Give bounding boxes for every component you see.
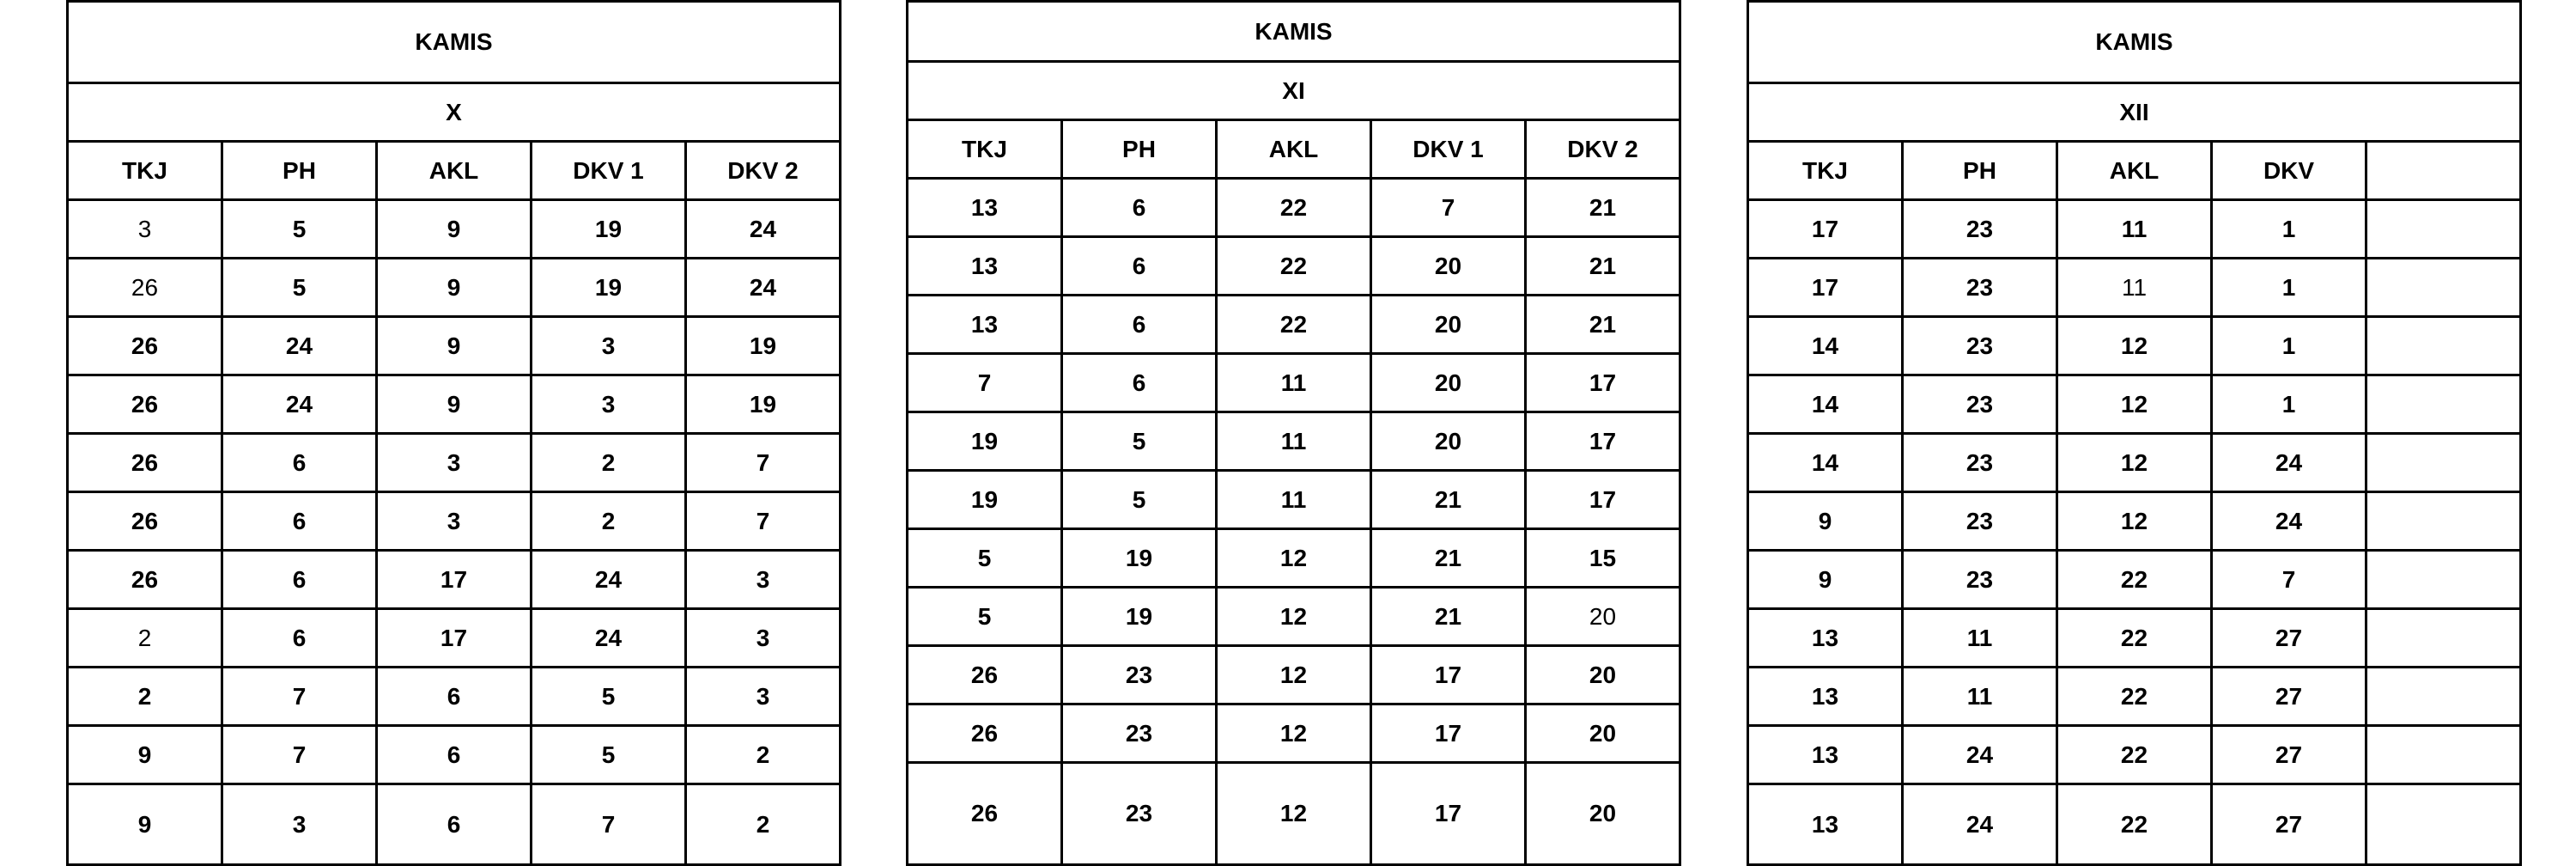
table-row [1748,259,2521,317]
table-cell: 20 [1371,237,1526,296]
table-cell: 22 [1217,237,1371,296]
table-cell: 21 [1526,237,1680,296]
table-cell: 11 [1903,609,2057,668]
table-row [908,471,1680,529]
table-cell: 20 [1526,763,1680,865]
column-header: DKV 2 [1526,120,1680,179]
table-cell: 23 [1903,317,2057,375]
table-cell: 26 [908,646,1062,704]
table-cell: 11 [1217,412,1371,471]
table-cell: 13 [1748,609,1903,668]
table-cell: 27 [2212,784,2366,865]
table-cell: 6 [1062,237,1217,296]
table-cell: 9 [68,784,222,865]
table-cell: 24 [2212,492,2366,551]
column-header: AKL [377,142,532,200]
table-cell: 26 [68,317,222,375]
grade-label: XII [1748,83,2521,142]
table-row [1748,609,2521,668]
table-cell [2366,259,2521,317]
table-row [908,763,1680,865]
table-cell: 23 [1903,551,2057,609]
table-cell: 23 [1903,375,2057,434]
table-cell: 21 [1371,588,1526,646]
table-cell: 5 [908,529,1062,588]
table-cell: 23 [1062,704,1217,763]
table-cell: 24 [222,375,377,434]
table-row [1748,375,2521,434]
schedule-table-xi [906,0,1681,866]
table-cell: 6 [377,668,532,726]
table-cell: 19 [908,471,1062,529]
column-header: PH [1062,120,1217,179]
table-cell: 2 [68,609,222,668]
table-cell: 9 [377,375,532,434]
table-cell: 3 [68,200,222,259]
table-cell: 20 [1526,588,1680,646]
table-cell: 17 [377,609,532,668]
table-row [1748,434,2521,492]
table-cell: 23 [1903,434,2057,492]
table-cell: 17 [1526,354,1680,412]
table-title: KAMIS [908,2,1680,62]
table-row [908,646,1680,704]
table-cell: 2 [532,492,686,551]
table-cell: 1 [2212,259,2366,317]
table-cell: 9 [377,259,532,317]
table-cell: 1 [2212,375,2366,434]
column-header: AKL [1217,120,1371,179]
table-cell: 24 [686,200,841,259]
table-row [68,784,841,865]
table-cell: 11 [2057,200,2212,259]
table-cell: 13 [1748,726,1903,784]
table-cell: 2 [532,434,686,492]
table-cell: 23 [1903,200,2057,259]
table-cell: 20 [1371,296,1526,354]
table-cell: 2 [68,668,222,726]
table-cell: 24 [686,259,841,317]
table-cell: 11 [1903,668,2057,726]
table-cell: 24 [2212,434,2366,492]
table-row [68,668,841,726]
table-cell [2366,317,2521,375]
table-cell: 20 [1371,354,1526,412]
table-cell: 26 [68,492,222,551]
table-cell: 22 [1217,296,1371,354]
table-cell: 9 [1748,551,1903,609]
table-cell: 17 [1748,259,1903,317]
table-row [1748,317,2521,375]
table-cell: 12 [1217,646,1371,704]
table-cell: 12 [2057,434,2212,492]
table-cell: 21 [1371,471,1526,529]
table-cell: 9 [377,317,532,375]
column-header: DKV 2 [686,142,841,200]
table-cell: 19 [1062,529,1217,588]
table-cell: 12 [2057,317,2212,375]
table-cell: 7 [532,784,686,865]
table-cell: 7 [686,492,841,551]
table-cell: 1 [2212,317,2366,375]
table-cell: 13 [908,179,1062,237]
table-cell: 5 [222,200,377,259]
grade-label: XI [908,62,1680,120]
table-row [908,588,1680,646]
column-header: DKV 1 [532,142,686,200]
table-cell: 3 [532,375,686,434]
table-cell: 14 [1748,434,1903,492]
table-cell: 7 [222,726,377,784]
table-cell: 26 [908,704,1062,763]
table-cell: 27 [2212,726,2366,784]
table-cell: 2 [686,784,841,865]
table-cell: 22 [1217,179,1371,237]
table-cell: 24 [532,609,686,668]
table-cell: 26 [68,375,222,434]
table-cell: 14 [1748,375,1903,434]
grade-label: X [68,83,841,142]
table-cell: 17 [1526,412,1680,471]
table-cell: 3 [686,551,841,609]
table-cell: 26 [68,434,222,492]
table-row [908,354,1680,412]
table-row [1748,784,2521,865]
table-cell: 21 [1371,529,1526,588]
table-cell: 2 [686,726,841,784]
schedule-table-xii [1747,0,2522,866]
table-cell: 20 [1371,412,1526,471]
table-cell: 12 [1217,704,1371,763]
table-cell: 6 [377,784,532,865]
column-header: TKJ [1748,142,1903,200]
table-cell: 5 [532,726,686,784]
table-cell: 7 [908,354,1062,412]
table-cell: 26 [68,551,222,609]
table-cell: 6 [222,434,377,492]
table-cell: 3 [686,668,841,726]
table-cell: 22 [2057,726,2212,784]
table-cell: 23 [1903,492,2057,551]
table-cell [2366,668,2521,726]
table-cell: 19 [908,412,1062,471]
table-cell: 12 [1217,588,1371,646]
table-cell [2366,375,2521,434]
table-cell: 19 [532,200,686,259]
table-cell: 22 [2057,609,2212,668]
column-header: PH [1903,142,2057,200]
table-cell: 6 [222,551,377,609]
table-row [1748,200,2521,259]
table-cell: 20 [1526,704,1680,763]
table-cell [2366,726,2521,784]
table-cell: 23 [1903,259,2057,317]
table-row [908,412,1680,471]
column-header: DKV [2212,142,2366,200]
table-row [908,704,1680,763]
table-row [908,529,1680,588]
column-header: AKL [2057,142,2212,200]
table-cell: 9 [68,726,222,784]
table-cell: 3 [377,492,532,551]
table-cell: 5 [532,668,686,726]
table-cell: 5 [1062,471,1217,529]
table-cell: 13 [1748,784,1903,865]
table-cell: 14 [1748,317,1903,375]
column-header: TKJ [908,120,1062,179]
table-cell [2366,609,2521,668]
table-row [68,492,841,551]
table-cell: 6 [1062,296,1217,354]
table-cell: 6 [377,726,532,784]
table-cell: 21 [1526,296,1680,354]
table-row [1748,492,2521,551]
table-cell: 19 [686,375,841,434]
table-cell: 24 [222,317,377,375]
table-row [68,200,841,259]
table-cell: 17 [1371,646,1526,704]
table-cell: 12 [1217,763,1371,865]
table-cell: 19 [532,259,686,317]
table-cell: 3 [686,609,841,668]
table-row [908,179,1680,237]
table-cell: 7 [1371,179,1526,237]
table-cell: 13 [908,237,1062,296]
table-title: KAMIS [68,2,841,83]
table-cell: 12 [1217,529,1371,588]
table-cell: 7 [222,668,377,726]
table-cell: 13 [908,296,1062,354]
table-cell: 9 [377,200,532,259]
table-cell: 6 [1062,179,1217,237]
table-row [68,609,841,668]
table-row [68,434,841,492]
table-cell: 9 [1748,492,1903,551]
table-row [68,259,841,317]
table-cell: 7 [2212,551,2366,609]
table-cell: 20 [1526,646,1680,704]
column-header [2366,142,2521,200]
table-cell: 27 [2212,609,2366,668]
table-title: KAMIS [1748,2,2521,83]
table-cell: 26 [68,259,222,317]
table-cell: 23 [1062,646,1217,704]
table-cell: 26 [908,763,1062,865]
table-cell: 3 [222,784,377,865]
table-cell: 15 [1526,529,1680,588]
table-cell [2366,200,2521,259]
table-cell: 22 [2057,668,2212,726]
table-cell: 3 [377,434,532,492]
table-cell: 21 [1526,179,1680,237]
table-cell: 5 [1062,412,1217,471]
table-cell: 17 [1371,704,1526,763]
table-cell: 3 [532,317,686,375]
table-cell: 6 [222,492,377,551]
table-cell: 17 [1526,471,1680,529]
schedule-table-x [66,0,841,866]
table-cell: 17 [377,551,532,609]
table-cell: 24 [1903,784,2057,865]
table-cell: 11 [1217,354,1371,412]
table-cell: 11 [2057,259,2212,317]
table-row [68,551,841,609]
table-row [908,296,1680,354]
table-cell: 22 [2057,784,2212,865]
table-cell [2366,784,2521,865]
table-cell: 5 [908,588,1062,646]
table-cell [2366,492,2521,551]
table-cell: 17 [1748,200,1903,259]
column-header: TKJ [68,142,222,200]
table-row [68,317,841,375]
table-cell [2366,551,2521,609]
table-cell: 19 [1062,588,1217,646]
table-cell: 22 [2057,551,2212,609]
table-cell: 17 [1371,763,1526,865]
table-row [908,237,1680,296]
column-header: DKV 1 [1371,120,1526,179]
column-header: PH [222,142,377,200]
table-cell: 23 [1062,763,1217,865]
table-row [68,375,841,434]
table-row [68,726,841,784]
table-row [1748,726,2521,784]
table-cell [2366,434,2521,492]
table-cell: 7 [686,434,841,492]
table-cell: 1 [2212,200,2366,259]
table-row [1748,551,2521,609]
table-cell: 19 [686,317,841,375]
table-cell: 13 [1748,668,1903,726]
table-cell: 6 [222,609,377,668]
table-cell: 24 [1903,726,2057,784]
table-cell: 11 [1217,471,1371,529]
table-row [1748,668,2521,726]
table-cell: 12 [2057,492,2212,551]
table-cell: 27 [2212,668,2366,726]
table-cell: 24 [532,551,686,609]
table-cell: 5 [222,259,377,317]
table-cell: 12 [2057,375,2212,434]
table-cell: 6 [1062,354,1217,412]
